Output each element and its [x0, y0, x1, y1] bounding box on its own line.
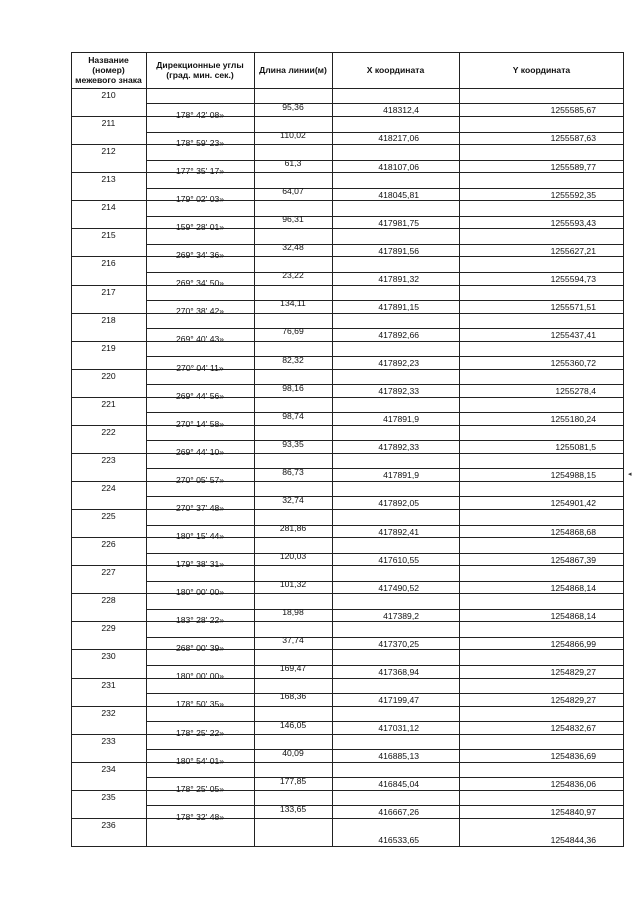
header-x-coordinate: X координата	[366, 65, 425, 75]
direction-angle: 270° 04' 11»	[176, 363, 224, 373]
direction-angle: 180° 54' 01»	[175, 756, 225, 766]
line-length: 110,02	[280, 130, 306, 140]
point-name: 210	[101, 90, 116, 100]
x-coordinate: 417892,66	[378, 330, 419, 340]
point-name: 224	[101, 483, 116, 493]
x-coordinate: 417031,12	[378, 723, 419, 733]
direction-angle: 178° 42' 08»	[175, 110, 225, 120]
x-coordinate: 417891,32	[378, 274, 419, 284]
direction-angle: 183° 28' 22»	[175, 615, 225, 625]
mid-row-rule	[146, 356, 624, 357]
direction-angle: 270° 38' 42»	[175, 306, 225, 316]
x-coordinate: 417610,55	[378, 555, 419, 565]
direction-angle: 178° 59' 23»	[175, 138, 225, 148]
mid-row-rule	[146, 777, 624, 778]
line-length: 93,35	[282, 439, 304, 449]
mid-row-rule	[146, 440, 624, 441]
line-length: 76,69	[282, 326, 304, 336]
line-length: 40,09	[282, 748, 304, 758]
y-coordinate: 1254836,06	[550, 779, 596, 789]
direction-angle: 180° 15' 44»	[175, 531, 225, 541]
line-length: 32,74	[282, 495, 304, 505]
margin-mark: ◂	[628, 471, 632, 478]
point-name: 217	[101, 287, 116, 297]
point-name: 235	[101, 792, 116, 802]
x-coordinate: 417892,05	[378, 498, 419, 508]
y-coordinate: 1255593,43	[550, 218, 596, 228]
mid-row-rule	[146, 160, 624, 161]
point-name: 232	[101, 708, 116, 718]
x-coordinate: 417892,33	[378, 386, 419, 396]
point-name: 231	[101, 680, 116, 690]
direction-angle: 178° 25' 05»	[175, 784, 225, 794]
mid-row-rule	[146, 188, 624, 189]
x-coordinate: 416533,65	[378, 835, 419, 845]
point-name: 226	[101, 539, 116, 549]
line-length: 169,47	[279, 663, 307, 673]
y-coordinate: 1254868,14	[550, 611, 596, 621]
x-coordinate: 418045,81	[378, 190, 419, 200]
direction-angle: 270° 14' 58»	[175, 419, 225, 429]
y-coordinate: 1255437,41	[550, 330, 596, 340]
x-coordinate: 418217,06	[378, 133, 419, 143]
point-name: 234	[101, 764, 116, 774]
line-length: 96,31	[282, 214, 304, 224]
y-coordinate: 1255571,51	[550, 302, 596, 312]
direction-angle: 270° 05' 57»	[175, 475, 225, 485]
point-name: 212	[101, 146, 116, 156]
point-name: 213	[101, 174, 116, 184]
y-coordinate: 1255081,5	[555, 442, 596, 452]
direction-angle: 178° 32' 48»	[175, 812, 225, 822]
header-rule	[71, 88, 624, 89]
mid-row-rule	[146, 412, 624, 413]
point-name: 214	[101, 202, 116, 212]
mid-row-rule	[146, 749, 624, 750]
line-length: 18,98	[282, 607, 304, 617]
y-coordinate: 1255278,4	[555, 386, 596, 396]
direction-angle: 179° 38' 31»	[175, 559, 225, 569]
y-coordinate: 1255627,21	[550, 246, 596, 256]
point-name: 215	[101, 230, 116, 240]
header-point-name: Название (номер) межевого знака	[75, 55, 142, 85]
x-coordinate: 416845,04	[378, 779, 419, 789]
y-coordinate: 1254867,39	[550, 555, 596, 565]
row-rule	[71, 846, 624, 847]
line-length: 168,36	[279, 691, 307, 701]
mid-row-rule	[146, 553, 624, 554]
header-y-coordinate: Y координата	[512, 65, 571, 75]
y-coordinate: 1254866,99	[550, 639, 596, 649]
x-coordinate: 417490,52	[378, 583, 419, 593]
y-coordinate: 1255587,63	[550, 133, 596, 143]
y-coordinate: 1255180,24	[550, 414, 596, 424]
line-length: 98,16	[282, 383, 304, 393]
mid-row-rule	[146, 581, 624, 582]
point-name: 218	[101, 315, 116, 325]
direction-angle: 268° 00' 39»	[175, 643, 225, 653]
y-coordinate: 1254844,36	[550, 835, 596, 845]
point-name: 223	[101, 455, 116, 465]
line-length: 95,36	[282, 102, 304, 112]
x-coordinate: 417389,2	[383, 611, 419, 621]
direction-angle: 159° 28' 01»	[175, 222, 225, 232]
direction-angle: 179° 02' 03»	[175, 194, 225, 204]
direction-angle: 269° 44' 56»	[175, 391, 225, 401]
line-length: 32,48	[282, 242, 304, 252]
point-name: 221	[101, 399, 116, 409]
point-name: 216	[101, 258, 116, 268]
mid-row-rule	[146, 272, 624, 273]
y-coordinate: 1254988,15	[550, 470, 596, 480]
x-coordinate: 417370,25	[378, 639, 419, 649]
direction-angle: 269° 34' 50»	[175, 278, 225, 288]
line-length: 101,32	[279, 579, 307, 589]
line-length: 98,74	[282, 411, 304, 421]
y-coordinate: 1254868,68	[550, 527, 596, 537]
mid-row-rule	[146, 693, 624, 694]
y-coordinate: 1255592,35	[550, 190, 596, 200]
y-coordinate: 1254901,42	[550, 498, 596, 508]
x-coordinate: 417892,33	[378, 442, 419, 452]
x-coordinate: 417892,41	[378, 527, 419, 537]
line-length: 23,22	[282, 270, 304, 280]
x-coordinate: 417891,56	[378, 246, 419, 256]
line-length: 120,03	[279, 551, 307, 561]
coordinates-table	[71, 52, 624, 846]
point-name: 228	[101, 595, 116, 605]
line-length: 133,65	[279, 804, 307, 814]
table-top-border	[71, 52, 624, 53]
direction-angle: 269° 40' 43»	[175, 334, 225, 344]
x-coordinate: 417199,47	[378, 695, 419, 705]
point-name: 230	[101, 651, 116, 661]
direction-angle: 177° 35' 17»	[175, 166, 225, 176]
point-name: 233	[101, 736, 116, 746]
direction-angle: 178° 50' 35»	[175, 699, 225, 709]
direction-angle: 178° 25' 22»	[175, 728, 225, 738]
mid-row-rule	[146, 637, 624, 638]
x-coordinate: 417891,15	[378, 302, 419, 312]
y-coordinate: 1255594,73	[550, 274, 596, 284]
mid-row-rule	[146, 805, 624, 806]
mid-row-rule	[146, 721, 624, 722]
x-coordinate: 417368,94	[378, 667, 419, 677]
direction-angle: 180° 00' 00»	[175, 671, 225, 681]
line-length: 281,86	[279, 523, 307, 533]
y-coordinate: 1254840,97	[550, 807, 596, 817]
mid-row-rule	[146, 300, 624, 301]
y-coordinate: 1254829,27	[550, 667, 596, 677]
point-name: 225	[101, 511, 116, 521]
x-coordinate: 417891,9	[383, 414, 419, 424]
x-coordinate: 416885,13	[378, 751, 419, 761]
point-name: 220	[101, 371, 116, 381]
line-length: 61,3	[284, 158, 302, 168]
header-line-length: Длина линии(м)	[259, 65, 327, 75]
y-coordinate: 1255360,72	[550, 358, 596, 368]
x-coordinate: 417892,23	[378, 358, 419, 368]
x-coordinate: 418107,06	[378, 162, 419, 172]
direction-angle: 269° 44' 10»	[175, 447, 225, 457]
line-length: 86,73	[282, 467, 304, 477]
y-coordinate: 1254836,69	[550, 751, 596, 761]
x-coordinate: 417891,9	[383, 470, 419, 480]
y-coordinate: 1254829,27	[550, 695, 596, 705]
line-length: 134,11	[280, 298, 306, 308]
point-name: 219	[101, 343, 116, 353]
y-coordinate: 1255589,77	[550, 162, 596, 172]
direction-angle: 269° 34' 36»	[175, 250, 225, 260]
line-length: 146,05	[279, 720, 307, 730]
mid-row-rule	[146, 609, 624, 610]
mid-row-rule	[146, 216, 624, 217]
mid-row-rule	[146, 328, 624, 329]
point-name: 229	[101, 623, 116, 633]
line-length: 64,07	[282, 186, 304, 196]
y-coordinate: 1254868,14	[550, 583, 596, 593]
line-length: 177,85	[279, 776, 307, 786]
point-name: 236	[101, 820, 116, 830]
point-name: 211	[101, 118, 116, 128]
mid-row-rule	[146, 244, 624, 245]
mid-row-rule	[146, 384, 624, 385]
point-name: 222	[101, 427, 116, 437]
point-name: 227	[101, 567, 116, 577]
line-length: 82,32	[282, 355, 304, 365]
direction-angle: 180° 00' 00»	[175, 587, 225, 597]
x-coordinate: 417981,75	[378, 218, 419, 228]
mid-row-rule	[146, 496, 624, 497]
x-coordinate: 418312,4	[383, 105, 419, 115]
header-direction-angles: Дирекционные углы (град. мин. сек.)	[156, 60, 244, 80]
mid-row-rule	[146, 665, 624, 666]
x-coordinate: 416667,26	[378, 807, 419, 817]
line-length: 37,74	[282, 635, 304, 645]
mid-row-rule	[146, 468, 624, 469]
mid-row-rule	[146, 525, 624, 526]
y-coordinate: 1255585,67	[550, 105, 596, 115]
y-coordinate: 1254832,67	[550, 723, 596, 733]
direction-angle: 270° 37' 48»	[175, 503, 225, 513]
mid-row-rule	[146, 103, 624, 104]
